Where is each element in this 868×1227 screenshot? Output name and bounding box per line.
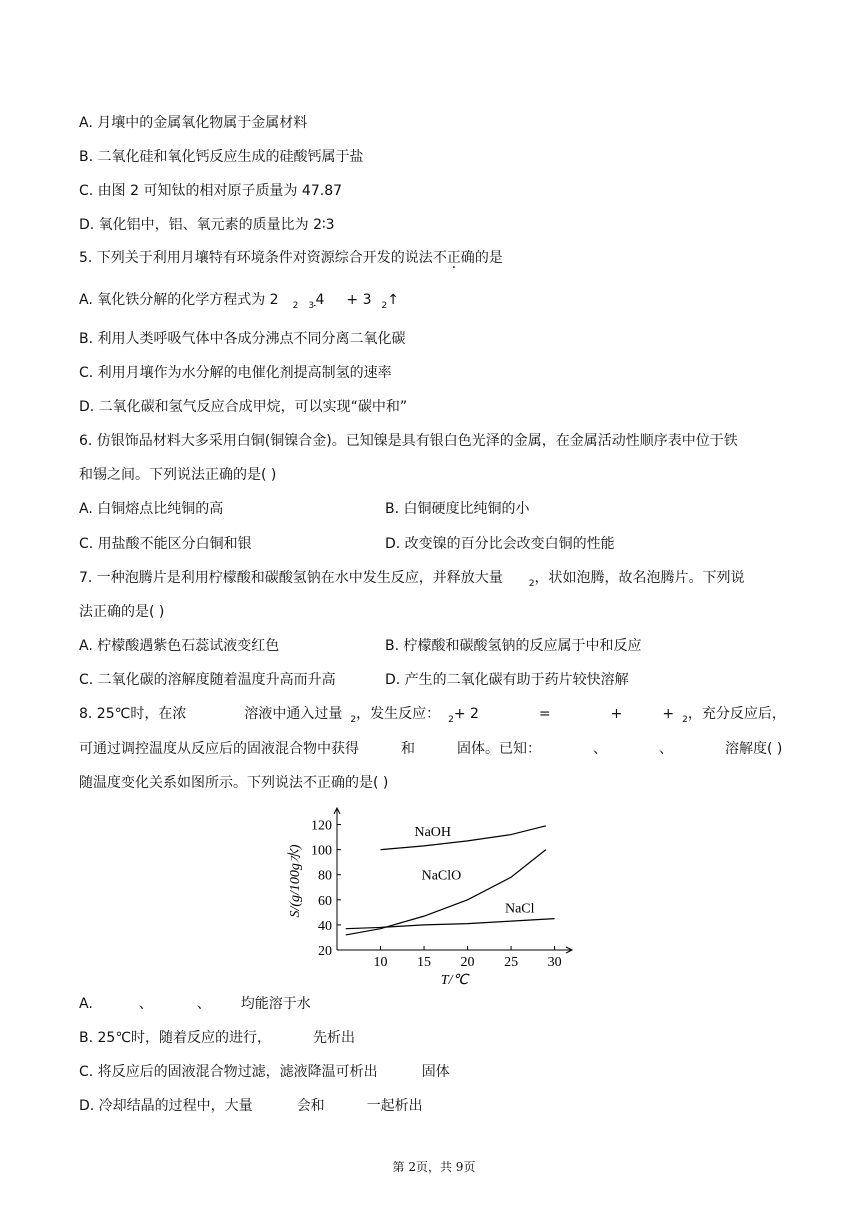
q5-option-a: [79, 290, 399, 312]
solubility-chart: [282, 800, 582, 990]
q7-option-d: D. 产生的二氧化碳有助于药片较快溶解: [385, 672, 629, 688]
series-line-nacl: [346, 919, 555, 929]
q7-option-c: C. 二氧化碳的溶解度随着温度升高而升高: [79, 672, 336, 688]
q8-l2-b: 和: [401, 741, 415, 757]
q8-l1-g: +: [662, 706, 675, 722]
q5-stem-emphasis: 不正确: [432, 250, 475, 266]
q5-a-arrow: ↑: [387, 292, 399, 308]
y-tick-label: 40: [318, 918, 332, 934]
x-tick-label: 10: [373, 955, 388, 970]
q8-l1-e: =: [538, 706, 551, 722]
q8-option-b: [79, 1028, 355, 1048]
q5-a-sub2: 3: [308, 301, 315, 311]
q8-a-pre: A.: [79, 996, 93, 1012]
q5-option-d: D. 二氧化碳和氢气反应合成甲烷，可以实现“碳中和”: [79, 399, 408, 415]
q8-a-d1: 、: [138, 996, 153, 1012]
q5-stem: [79, 248, 503, 268]
series-line-naoh: [381, 826, 546, 850]
q7-option-a: A. 柠檬酸遇紫色石蕊试液变红色: [79, 638, 280, 654]
q8-option-c: [79, 1062, 450, 1082]
q8-l1-a: 8. 25℃时，在浓: [79, 706, 187, 722]
q6-option-b: B. 白铜硬度比纯铜的小: [385, 501, 530, 517]
x-tick-label: 25: [504, 955, 519, 970]
q8-d-post: 一起析出: [366, 1098, 423, 1114]
q4-option-c: C. 由图 2 可知钛的相对原子质量为 47.87: [79, 183, 343, 199]
y-tick-label: 80: [318, 868, 332, 884]
page-footer: 第 2页，共 9页: [392, 1160, 476, 1174]
q8-a-d2: 、: [196, 996, 211, 1012]
q6-stem-line2: 和锡之间。下列说法正确的是( ): [79, 467, 277, 483]
q7-stem-pre: 7. 一种泡腾片是利用柠檬酸和碳酸氢钠在水中发生反应，并释放大量: [79, 570, 503, 586]
q4-option-d: D. 氧化铝中，铝、氧元素的质量比为 2∶3: [79, 217, 335, 233]
q7-option-b: B. 柠檬酸和碳酸氢钠的反应属于中和反应: [385, 638, 642, 654]
y-tick-label: 60: [318, 893, 332, 909]
y-tick-label: 120: [311, 818, 332, 834]
q4-option-a: A. 月壤中的金属氧化物属于金属材料: [79, 115, 308, 131]
q4-option-b: B. 二氧化硅和氧化钙反应生成的硅酸钙属于盐: [79, 149, 364, 165]
q8-b-pre: B. 25℃时，随着反应的进行，: [79, 1030, 272, 1046]
q7-stem-line1: [79, 568, 745, 590]
q6-option-d: D. 改变镍的百分比会改变白铜的性能: [385, 536, 615, 552]
x-axis-label: T/℃: [440, 973, 469, 988]
q5-option-b: B. 利用人类呼吸气体中各成分沸点不同分离二氧化碳: [79, 331, 406, 347]
q8-l2-c: 固体。已知：: [457, 741, 541, 757]
q5-stem-post: 的是: [474, 250, 503, 266]
q8-l1-c: ，发生反应：: [356, 706, 441, 722]
q8-c-post: 固体: [421, 1064, 450, 1080]
q5-a-plus: + 3: [346, 292, 372, 308]
q7-stem-sub: 2: [528, 579, 535, 589]
q8-l2-a: 可通过调控温度从反应后的固液混合物中获得: [79, 741, 359, 757]
series-label-naclo: NaClO: [421, 868, 462, 884]
x-tick-label: 20: [460, 955, 475, 970]
series-line-naclo: [346, 850, 546, 935]
q6-option-a: A. 白铜熔点比纯铜的高: [79, 501, 224, 517]
q8-stem-line2: [79, 739, 782, 759]
q7-stem-post: ，状如泡腾，故名泡腾片。下列说: [534, 570, 745, 586]
y-tick-label: 100: [311, 843, 332, 859]
q8-l2-f: 溶解度( ): [725, 741, 783, 757]
q8-c-pre: C. 将反应后的固液混合物过滤，滤液降温可析出: [79, 1064, 378, 1080]
q6-option-c: C. 用盐酸不能区分白铜和银: [79, 536, 252, 552]
q8-b-post: 先析出: [313, 1030, 356, 1046]
q5-option-c: C. 利用月壤作为水分解的电催化剂提高制氢的速率: [79, 365, 392, 381]
q8-l1-h: ，充分反应后，: [687, 706, 786, 722]
y-axis-label: S/(g/100g水): [288, 844, 303, 918]
q8-l1-sub1: 2: [350, 715, 357, 725]
q8-l1-f: +: [610, 706, 623, 722]
q8-l2-d: 、: [593, 741, 607, 757]
q8-l1-sub2: 2: [448, 715, 454, 725]
q5-a-text: A. 氧化铁分解的化学方程式为 2: [79, 292, 279, 308]
q8-stem-line3: 随温度变化关系如图所示。下列说法不正确的是( ): [79, 775, 389, 791]
q5-a-coef: 4: [315, 292, 325, 308]
q8-a-post: 均能溶于水: [240, 996, 311, 1012]
y-tick-label: 20: [318, 944, 332, 959]
q5-a-sub3: 2: [381, 301, 388, 311]
q8-d-pre: D. 冷却结晶的过程中，大量: [79, 1098, 253, 1114]
q8-l2-e: 、: [659, 741, 673, 757]
q8-option-d: [79, 1096, 423, 1116]
q8-option-a: [79, 994, 311, 1014]
q8-l1-b: 溶液中通入过量: [244, 706, 343, 722]
series-label-naoh: NaOH: [414, 824, 452, 840]
x-tick-label: 15: [417, 955, 432, 970]
x-tick-label: 30: [547, 955, 562, 970]
q6-stem-line1: 6. 仿银饰品材料大多采用白铜(铜镍合金)。已知镍是具有银白色光泽的金属，在金属活动性顺序表中位于铁: [79, 433, 738, 449]
q5-a-sub1: 2: [292, 301, 299, 311]
q8-l1-sub3: 2: [682, 715, 688, 725]
q8-d-mid: 会和: [296, 1098, 325, 1114]
q8-l1-d: + 2: [453, 706, 479, 722]
q5-stem-pre: 5. 下列关于利用月壤特有环境条件对资源综合开发的说法: [79, 250, 433, 266]
series-label-nacl: NaCl: [504, 901, 535, 917]
q7-stem-line2: 法正确的是( ): [79, 604, 165, 620]
q8-stem-line1: [79, 704, 786, 726]
